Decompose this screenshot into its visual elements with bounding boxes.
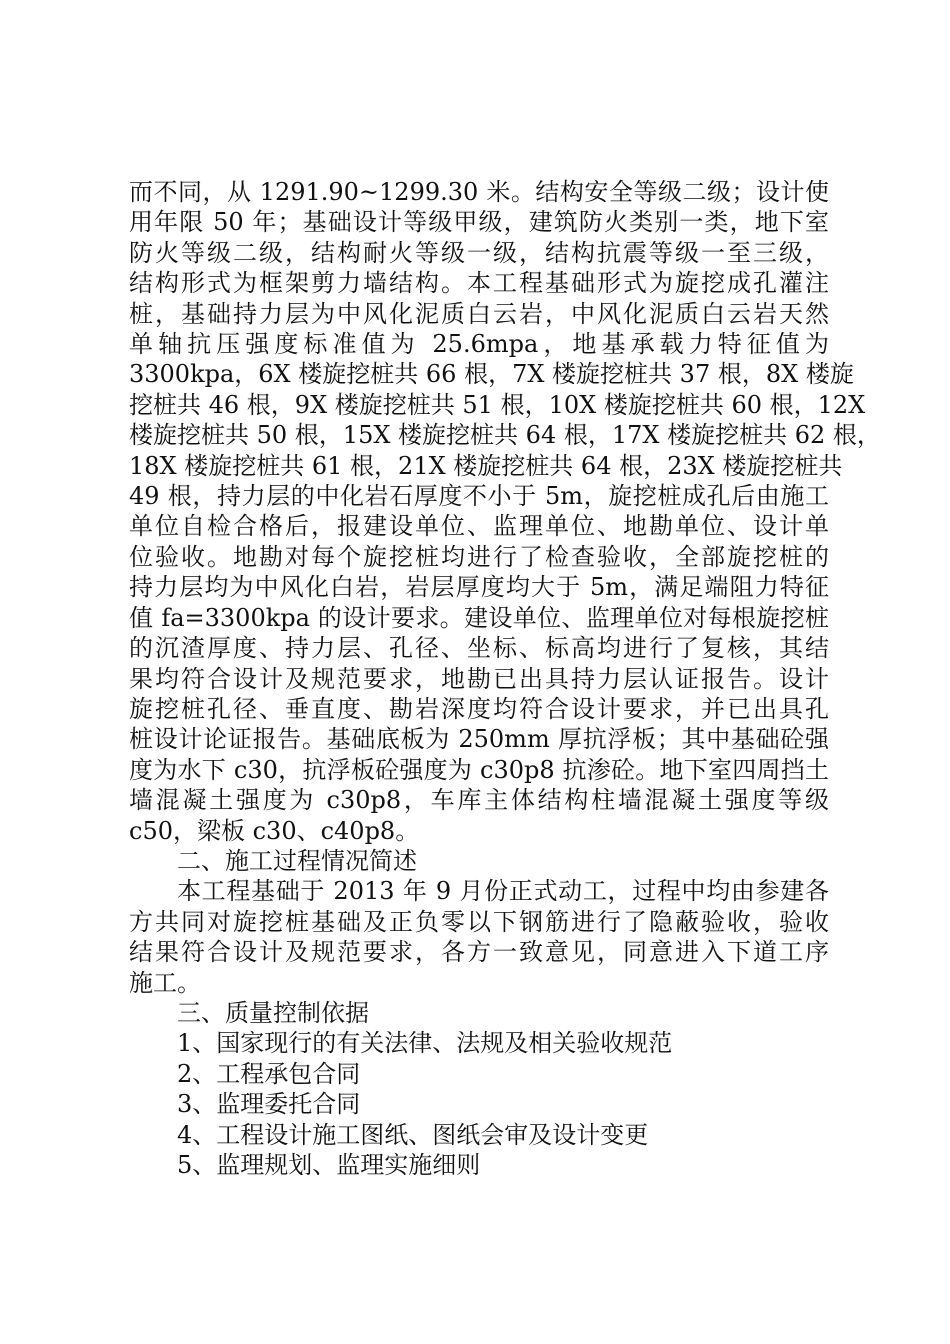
text-line: 旋挖桩孔径、垂直度、勘岩深度均符合设计要求，并已出具孔 [129, 694, 829, 723]
section-heading-quality-basis: 三、质量控制依据 [177, 998, 369, 1027]
text-line: 果均符合设计及规范要求，地勘已出具持力层认证报告。设计 [129, 664, 829, 693]
text-line: 桩设计论证报告。基础底板为 250mm 厚抗浮板；其中基础砼强 [129, 725, 829, 754]
text-line: 3300kpa，6X 楼旋挖桩共 66 根，7X 楼旋挖桩共 37 根，8X 楼旋 [129, 360, 854, 389]
text-line: 墙混凝土强度为 c30p8，车库主体结构柱墙混凝土强度等级 [129, 786, 829, 815]
text-line: c50，梁板 c30、c40p8。 [129, 816, 420, 845]
text-line: 值 fa=3300kpa 的设计要求。建设单位、监理单位对每根旋挖桩 [129, 603, 829, 632]
text-line: 方共同对旋挖桩基础及正负零以下钢筋进行了隐蔽验收，验收 [129, 907, 829, 936]
text-line: 单位自检合格后，报建设单位、监理单位、地勘单位、设计单 [129, 512, 829, 541]
list-item: 2、工程承包合同 [177, 1059, 361, 1088]
text-line: 桩，基础持力层为中风化泥质白云岩，中风化泥质白云岩天然 [129, 299, 829, 328]
list-item: 5、监理规划、监理实施细则 [177, 1151, 481, 1179]
section-heading-construction-process: 二、施工过程情况简述 [177, 846, 417, 875]
text-line: 18X 楼旋挖桩共 61 根，21X 楼旋挖桩共 64 根，23X 楼旋挖桩共 [129, 451, 843, 480]
list-item: 1、国家现行的有关法律、法规及相关验收规范 [177, 1029, 673, 1058]
paragraph-project-overview [129, 177, 881, 846]
list-item: 3、监理委托合同 [177, 1090, 361, 1119]
text-line: 结果符合设计及规范要求，各方一致意见，同意进入下道工序 [129, 938, 829, 967]
text-line: 挖桩共 46 根，9X 楼旋挖桩共 51 根，10X 楼旋挖桩共 60 根，12X [129, 390, 866, 419]
text-line: 持力层均为中风化白岩，岩层厚度均大于 5m，满足端阻力特征 [129, 573, 829, 602]
text-line: 施工。 [129, 968, 201, 997]
text-line: 的沉渣厚度、持力层、孔径、坐标、标高均进行了复核，其结 [129, 634, 829, 663]
text-line: 楼旋挖桩共 50 根，15X 楼旋挖桩共 64 根，17X 楼旋挖桩共 62 根， [129, 421, 881, 450]
text-line: 本工程基础于 2013 年 9 月份正式动工，过程中均由参建各 [177, 877, 829, 906]
text-line: 单轴抗压强度标准值为 25.6mpa，地基承载力特征值为 [129, 330, 829, 359]
text-line: 49 根，持力层的中化岩石厚度不小于 5m，旋挖桩成孔后由施工 [129, 482, 829, 511]
text-line: 位验收。地勘对每个旋挖桩均进行了检查验收，全部旋挖桩的 [129, 542, 829, 571]
paragraph-construction-process [129, 876, 829, 998]
list-item: 4、工程设计施工图纸、图纸会审及设计变更 [177, 1120, 649, 1149]
text-line: 度为水下 c30，抗浮板砼强度为 c30p8 抗渗砼。地下室四周挡土 [129, 755, 829, 784]
document-body [129, 177, 881, 1180]
text-line: 防火等级二级，结构耐火等级一级，结构抗震等级一至三级， [129, 238, 829, 267]
text-line: 结构形式为框架剪力墙结构。本工程基础形式为旋挖成孔灌注 [129, 269, 829, 298]
text-line: 用年限 50 年；基础设计等级甲级，建筑防火类别一类，地下室 [129, 208, 829, 237]
text-line: 而不同，从 1291.90~1299.30 米。结构安全等级二级；设计使 [129, 178, 829, 206]
